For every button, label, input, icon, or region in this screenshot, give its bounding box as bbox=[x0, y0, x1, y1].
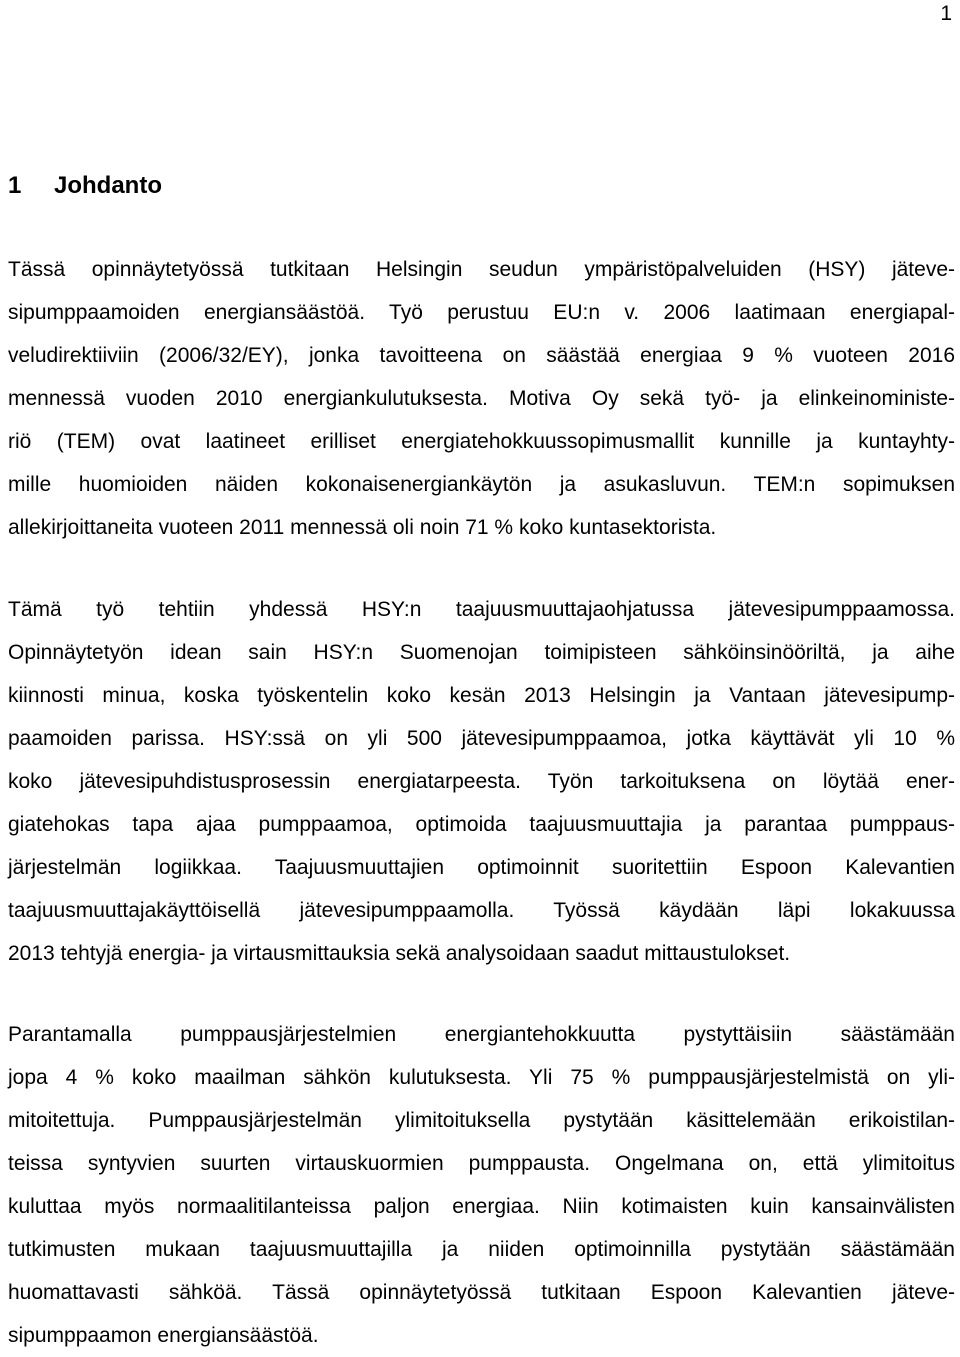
text-line: järjestelmän logiikkaa. Taajuusmuuttajien optimoinnit suoritettiin Espoon Kalevantien bbox=[8, 856, 955, 879]
text-line: Opinnäytetyön idean sain HSY:n Suomenojan toimipisteen sähköinsinööriltä, ja aihe bbox=[8, 641, 955, 664]
text-line: sipumppaamon energiansäästöä. bbox=[8, 1324, 319, 1347]
text-line: mennessä vuoden 2010 energiankulutuksesta. Motiva Oy sekä työ- ja elinkeinoministe- bbox=[8, 387, 955, 410]
chapter-number: 1 bbox=[8, 172, 22, 199]
text-line: tutkimusten mukaan taajuusmuuttajilla ja niiden optimoinnilla pystytään säästämään bbox=[8, 1238, 955, 1261]
page-number: 1 bbox=[940, 2, 952, 25]
text-line: taajuusmuuttajakäyttöisellä jätevesipumppaamolla. Työssä käydään läpi lokakuussa bbox=[8, 899, 955, 922]
text-line: riö (TEM) ovat laatineet erilliset energiatehokkuussopimusmallit kunnille ja kuntayhty- bbox=[8, 430, 955, 453]
paragraph-work-description bbox=[8, 588, 955, 975]
text-line: jopa 4 % koko maailman sähkön kulutuksesta. Yli 75 % pumppausjärjestelmistä on yli- bbox=[8, 1066, 955, 1089]
text-line: Parantamalla pumppausjärjestelmien energiantehokkuutta pystyttäisiin säästämään bbox=[8, 1023, 955, 1046]
text-line: veludirektiiviin (2006/32/EY), jonka tavoitteena on säästää energiaa 9 % vuoteen 2016 bbox=[8, 344, 955, 367]
text-line: Tämä työ tehtiin yhdessä HSY:n taajuusmuuttajaohjatussa jätevesipumppaamossa. bbox=[8, 598, 955, 621]
text-line: Tässä opinnäytetyössä tutkitaan Helsingin seudun ympäristöpalveluiden (HSY) jäteve- bbox=[8, 258, 955, 281]
text-line: kuluttaa myös normaalitilanteissa paljon energiaa. Niin kotimaisten kuin kansainvälisten bbox=[8, 1195, 955, 1218]
text-line: huomattavasti sähköä. Tässä opinnäytetyössä tutkitaan Espoon Kalevantien jäteve- bbox=[8, 1281, 955, 1304]
text-line: koko jätevesipuhdistusprosessin energiatarpeesta. Työn tarkoituksena on löytää ener- bbox=[8, 770, 955, 793]
chapter-title: Johdanto bbox=[54, 172, 162, 199]
text-line: paamoiden parissa. HSY:ssä on yli 500 jätevesipumppaamoa, jotka käyttävät yli 10 % bbox=[8, 727, 955, 750]
text-line: sipumppaamoiden energiansäästöä. Työ perustuu EU:n v. 2006 laatimaan energiapal- bbox=[8, 301, 955, 324]
text-line: mitoitettuja. Pumppausjärjestelmän ylimitoituksella pystytään käsittelemään erikoistilan- bbox=[8, 1109, 955, 1132]
text-line: kiinnosti minua, koska työskentelin koko kesän 2013 Helsingin ja Vantaan jätevesipump- bbox=[8, 684, 955, 707]
chapter-heading bbox=[8, 170, 162, 202]
paragraph-intro bbox=[8, 248, 955, 549]
text-line: 2013 tehtyjä energia- ja virtausmittauksia sekä analysoidaan saadut mittaustulokset. bbox=[8, 942, 791, 965]
paragraph-pumping-systems bbox=[8, 1013, 955, 1357]
text-line: teissa syntyvien suurten virtauskuormien pumppausta. Ongelmana on, että ylimitoitus bbox=[8, 1152, 955, 1175]
text-line: allekirjoittaneita vuoteen 2011 mennessä oli noin 71 % koko kuntasektorista. bbox=[8, 516, 717, 539]
text-line: mille huomioiden näiden kokonaisenergiankäytön ja asukasluvun. TEM:n sopimuksen bbox=[8, 473, 955, 496]
text-line: giatehokas tapa ajaa pumppaamoa, optimoida taajuusmuuttajia ja parantaa pumppaus- bbox=[8, 813, 955, 836]
